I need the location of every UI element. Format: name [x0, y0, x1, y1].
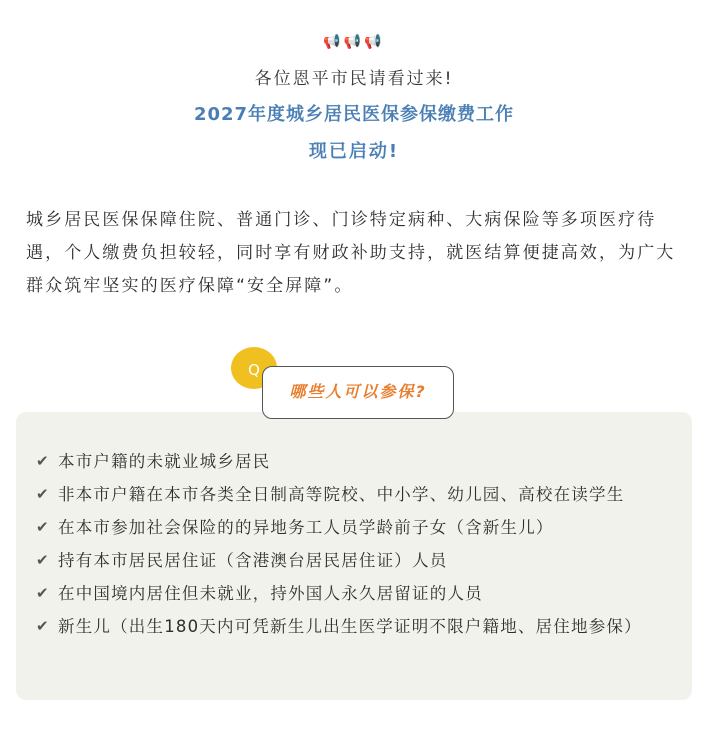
question-badge: Q: [231, 347, 277, 389]
list-item-text: 在中国境内居住但未就业，持外国人永久居留证的人员: [58, 584, 483, 603]
list-item: [36, 511, 676, 544]
megaphone-icon: 📢📢📢: [323, 34, 385, 50]
check-icon: ✔: [36, 452, 50, 470]
check-icon: ✔: [36, 551, 50, 569]
list-item: [36, 577, 676, 610]
check-icon: ✔: [36, 518, 50, 536]
eligibility-list: [36, 445, 676, 643]
list-item-text: 在本市参加社会保险的的异地务工人员学龄前子女（含新生儿）: [58, 518, 554, 537]
list-item: [36, 544, 676, 577]
list-item-text: 新生儿（出生180天内可凭新生儿出生医学证明不限户籍地、居住地参保）: [58, 617, 642, 636]
intro-paragraph: 城乡居民医保保障住院、普通门诊、门诊特定病种、大病保险等多项医疗待遇，个人缴费负担较轻，同时享有财政补助支持，就医结算便捷高效，为广大群众筑牢坚实的医疗保障“安全屏障”。: [26, 210, 676, 296]
check-icon: ✔: [36, 485, 50, 503]
list-item-text: 非本市户籍在本市各类全日制高等院校、中小学、幼儿园、高校在读学生: [58, 485, 625, 504]
list-item-text: 本市户籍的未就业城乡居民: [58, 452, 271, 471]
list-item: [36, 478, 676, 511]
headline-title: 2027年度城乡居民医保参保缴费工作: [193, 104, 515, 125]
question-title: 哪些人可以参保?: [262, 366, 454, 419]
list-item: [36, 610, 676, 643]
list-item-text: 持有本市居民居住证（含港澳台居民居住证）人员: [58, 551, 448, 570]
list-item: [36, 445, 676, 478]
headline-subtitle: 现已启动!: [308, 141, 400, 162]
check-icon: ✔: [36, 584, 50, 602]
check-icon: ✔: [36, 617, 50, 635]
intro-line: 各位恩平市民请看过来!: [254, 69, 454, 89]
